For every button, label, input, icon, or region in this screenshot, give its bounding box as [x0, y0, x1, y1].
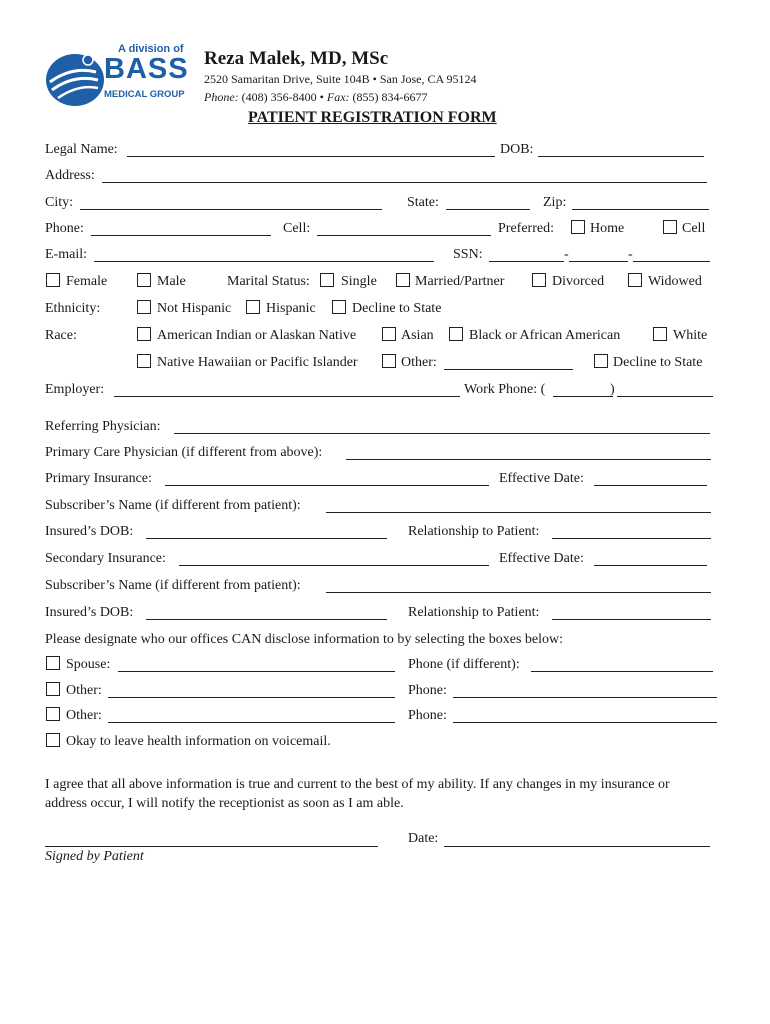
spouse-label: Spouse: — [66, 657, 111, 672]
subscriber-label: Subscriber’s Name (if different from patient): — [45, 498, 301, 513]
phone-1-label: Phone: — [408, 683, 447, 698]
effective-date-field[interactable] — [594, 485, 707, 486]
preferred-cell-checkbox[interactable] — [663, 220, 677, 234]
ethnicity-decline-label: Decline to State — [352, 301, 442, 316]
other-1-checkbox[interactable] — [46, 682, 60, 696]
work-phone-field[interactable] — [617, 396, 713, 397]
phone-field[interactable] — [91, 235, 271, 236]
work-phone-area-field[interactable] — [553, 396, 613, 397]
employer-label: Employer: — [45, 382, 105, 397]
phone-1-field[interactable] — [453, 697, 717, 698]
date-label: Date: — [408, 831, 439, 846]
cell-option-label: Cell — [682, 221, 706, 236]
work-phone-label: Work Phone: ( — [464, 382, 546, 397]
relationship-2-label: Relationship to Patient: — [408, 605, 540, 620]
asian-checkbox[interactable] — [382, 327, 396, 341]
insured-dob-label: Insured’s DOB: — [45, 524, 134, 539]
ssn-dash-2: - — [628, 247, 633, 262]
dob-label: DOB: — [500, 142, 534, 157]
ethnicity-decline-checkbox[interactable] — [332, 300, 346, 314]
preferred-label: Preferred: — [498, 221, 554, 236]
spouse-field[interactable] — [118, 671, 395, 672]
single-checkbox[interactable] — [320, 273, 334, 287]
date-field[interactable] — [444, 846, 710, 847]
home-option-label: Home — [590, 221, 625, 236]
cell-label: Cell: — [283, 221, 311, 236]
signature-field[interactable] — [45, 846, 378, 847]
effective-date-label: Effective Date: — [499, 471, 584, 486]
insured-dob-2-label: Insured’s DOB: — [45, 605, 134, 620]
form-title: PATIENT REGISTRATION FORM — [248, 109, 497, 126]
phone-number: (408) 356-8400 • — [238, 90, 327, 104]
city-field[interactable] — [80, 209, 382, 210]
male-checkbox[interactable] — [137, 273, 151, 287]
other-1-field[interactable] — [108, 697, 395, 698]
logo-group-text: MEDICAL GROUP — [104, 89, 185, 100]
ssn-field-1[interactable] — [489, 261, 564, 262]
phone-if-different-label: Phone (if different): — [408, 657, 520, 672]
single-label: Single — [341, 274, 377, 289]
primary-insurance-label: Primary Insurance: — [45, 471, 152, 486]
primary-care-field[interactable] — [346, 459, 711, 460]
secondary-insurance-field[interactable] — [179, 565, 489, 566]
address-label: Address: — [45, 168, 95, 183]
american-indian-label: American Indian or Alaskan Native — [157, 328, 357, 343]
other-2-field[interactable] — [108, 722, 395, 723]
referring-physician-label: Referring Physician: — [45, 419, 161, 434]
fax-number: (855) 834-6677 — [349, 90, 428, 104]
race-decline-checkbox[interactable] — [594, 354, 608, 368]
other-2-label: Other: — [66, 708, 102, 723]
logo-swirl-icon — [44, 52, 106, 108]
spouse-checkbox[interactable] — [46, 656, 60, 670]
signed-by-patient-label: Signed by Patient — [45, 849, 144, 864]
clinic-address: 2520 Samaritan Drive, Suite 104B • San Jose, CA 95124 — [204, 72, 477, 86]
dob-field[interactable] — [538, 156, 704, 157]
phone-label: Phone: — [204, 90, 239, 104]
widowed-label: Widowed — [648, 274, 702, 289]
other-1-label: Other: — [66, 683, 102, 698]
primary-insurance-field[interactable] — [165, 485, 489, 486]
ethnicity-label: Ethnicity: — [45, 301, 101, 316]
black-checkbox[interactable] — [449, 327, 463, 341]
legal-name-label: Legal Name: — [45, 142, 118, 157]
state-field[interactable] — [446, 209, 530, 210]
subscriber-field[interactable] — [326, 512, 711, 513]
subscriber-2-field[interactable] — [326, 592, 711, 593]
secondary-insurance-label: Secondary Insurance: — [45, 551, 166, 566]
married-checkbox[interactable] — [396, 273, 410, 287]
agreement-line-2: address occur, I will notify the receptionist as soon as I am able. — [45, 796, 404, 811]
logo-name-text: BASS — [104, 53, 189, 85]
relationship-label: Relationship to Patient: — [408, 524, 540, 539]
ssn-field-2[interactable] — [569, 261, 628, 262]
american-indian-checkbox[interactable] — [137, 327, 151, 341]
marital-status-label: Marital Status: — [227, 274, 310, 289]
employer-field[interactable] — [114, 396, 460, 397]
white-label: White — [673, 328, 708, 343]
phone-2-field[interactable] — [453, 722, 717, 723]
race-label: Race: — [45, 328, 77, 343]
ssn-dash-1: - — [564, 247, 569, 262]
not-hispanic-checkbox[interactable] — [137, 300, 151, 314]
legal-name-field[interactable] — [127, 156, 495, 157]
state-label: State: — [407, 195, 439, 210]
relationship-field[interactable] — [552, 538, 711, 539]
black-label: Black or African American — [469, 328, 621, 343]
other-2-checkbox[interactable] — [46, 707, 60, 721]
hispanic-label: Hispanic — [266, 301, 316, 316]
doctor-name: Reza Malek, MD, MSc — [204, 48, 389, 69]
zip-field[interactable] — [572, 209, 709, 210]
phone-label-field: Phone: — [45, 221, 84, 236]
race-other-checkbox[interactable] — [382, 354, 396, 368]
address-field[interactable] — [102, 182, 707, 183]
agreement-line-1: I agree that all above information is true and current to the best of my ability. If any changes in my insurance or — [45, 777, 670, 792]
hawaiian-checkbox[interactable] — [137, 354, 151, 368]
logo-division-text: A division of — [118, 43, 184, 55]
fax-label: Fax: — [326, 90, 350, 104]
email-label: E-mail: — [45, 247, 87, 262]
cell-field[interactable] — [317, 235, 491, 236]
hawaiian-label: Native Hawaiian or Pacific Islander — [157, 355, 358, 370]
ssn-field-3[interactable] — [633, 261, 710, 262]
city-label: City: — [45, 195, 74, 210]
not-hispanic-label: Not Hispanic — [157, 301, 232, 316]
white-checkbox[interactable] — [653, 327, 667, 341]
voicemail-label: Okay to leave health information on voicemail. — [66, 734, 331, 749]
relationship-2-field[interactable] — [552, 619, 711, 620]
race-decline-label: Decline to State — [613, 355, 703, 370]
married-label: Married/Partner — [415, 274, 505, 289]
primary-care-label: Primary Care Physician (if different from above): — [45, 445, 323, 460]
asian-label: Asian — [401, 328, 434, 343]
insured-dob-field[interactable] — [146, 538, 387, 539]
designate-text: Please designate who our offices CAN disclose information to by selecting the boxes below: — [45, 632, 564, 647]
female-checkbox[interactable] — [46, 273, 60, 287]
phone-2-label: Phone: — [408, 708, 447, 723]
clinic-contact — [204, 90, 428, 105]
referring-physician-field[interactable] — [174, 433, 710, 434]
race-other-field[interactable] — [444, 369, 573, 370]
effective-date-2-field[interactable] — [594, 565, 707, 566]
voicemail-checkbox[interactable] — [46, 733, 60, 747]
divorced-checkbox[interactable] — [532, 273, 546, 287]
race-other-label: Other: — [401, 355, 437, 370]
subscriber-2-label: Subscriber’s Name (if different from patient): — [45, 578, 301, 593]
preferred-home-checkbox[interactable] — [571, 220, 585, 234]
effective-date-2-label: Effective Date: — [499, 551, 584, 566]
widowed-checkbox[interactable] — [628, 273, 642, 287]
zip-label: Zip: — [543, 195, 567, 210]
divorced-label: Divorced — [552, 274, 605, 289]
spouse-phone-field[interactable] — [531, 671, 713, 672]
ssn-label: SSN: — [453, 247, 483, 262]
work-phone-close: ) — [610, 382, 615, 397]
email-field[interactable] — [94, 261, 434, 262]
male-label: Male — [157, 274, 186, 289]
insured-dob-2-field[interactable] — [146, 619, 387, 620]
hispanic-checkbox[interactable] — [246, 300, 260, 314]
female-label: Female — [66, 274, 108, 289]
